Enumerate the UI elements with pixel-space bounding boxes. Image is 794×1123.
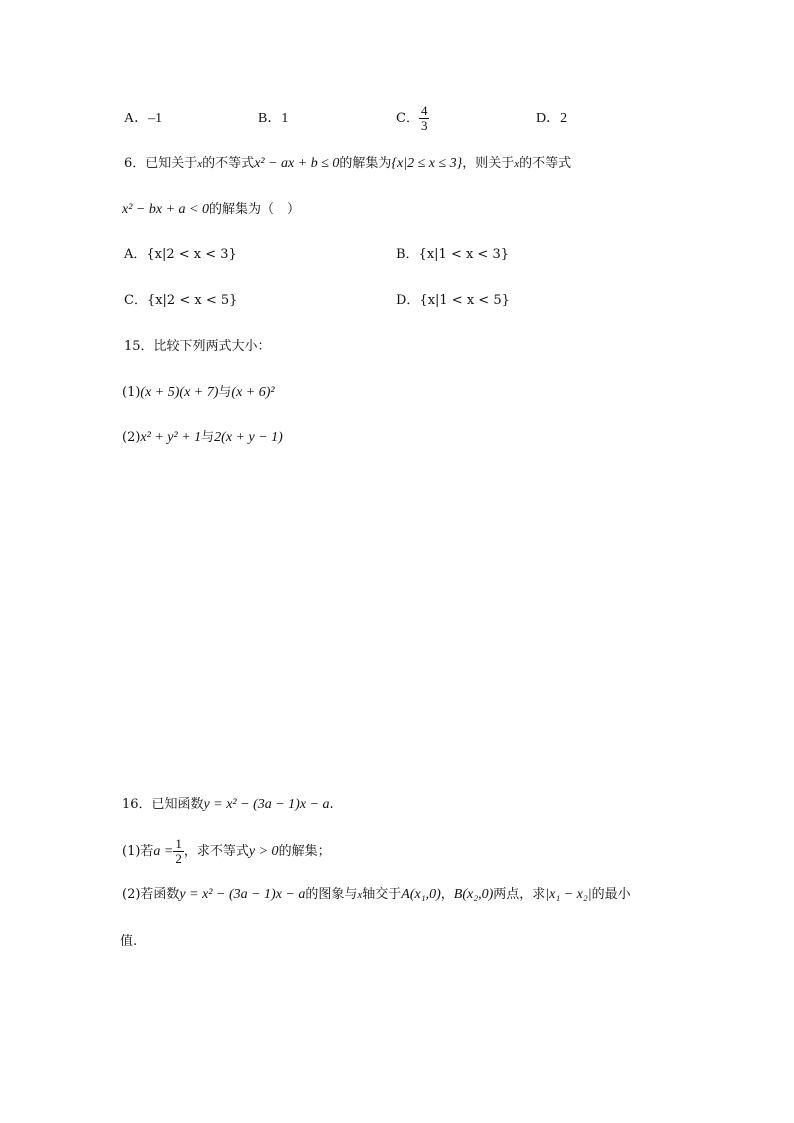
q16-part2-point-a: A(x₁,0) — [401, 887, 441, 902]
q6-text-then: ，则关于 — [462, 156, 515, 171]
q5-option-b-text: B．1 — [258, 111, 289, 126]
q6-option-d-text: D．{x|1 < x < 5} — [396, 293, 510, 308]
q16-part2-abs: |x₁ − x₂| — [545, 887, 592, 902]
q6-stem-line1 — [124, 154, 571, 174]
q5-option-c — [396, 100, 429, 138]
q16-title — [122, 795, 334, 815]
q6-var-x: x — [197, 158, 203, 170]
q15-part1 — [122, 383, 275, 403]
q15-part2 — [122, 428, 283, 448]
q5-option-c-num: 4 — [420, 103, 428, 118]
q16-part1-fraction — [173, 837, 184, 866]
q5-option-c-fraction — [419, 104, 430, 133]
q6-option-c — [124, 291, 237, 311]
q15-part1-yu: 与 — [218, 385, 232, 400]
q5-option-c-label: C． — [396, 111, 419, 126]
q15-part2-yu: 与 — [201, 430, 215, 445]
q6-inequality-2: x² − bx + a < 0 — [122, 202, 209, 217]
q16-part2-mid1: 的图象与 — [305, 887, 358, 902]
q6-option-a — [124, 245, 237, 265]
q6-option-b-text: B．{x|1 < x < 3} — [396, 247, 509, 262]
q5-option-a-text: A．–1 — [124, 111, 163, 126]
q15-part2-left: x² + y² + 1 — [140, 430, 202, 445]
q5-option-c-den: 3 — [420, 118, 428, 133]
q16-part1-label: (1)若 — [122, 844, 154, 859]
q6-text-jieji2: 的解集为（ ） — [208, 202, 300, 217]
q16-title-text: 16．已知函数 — [122, 797, 204, 812]
q15-title-text: 15．比较下列两式大小： — [124, 339, 271, 354]
q15-part1-label: (1) — [122, 385, 141, 400]
q6-option-a-text: A．{x|2 < x < 3} — [124, 247, 237, 262]
q5-option-d-text: D．2 — [536, 111, 568, 126]
q16-part1-mid: ，求不等式 — [183, 844, 249, 859]
q6-option-b — [396, 245, 509, 265]
q6-solution-set: {x|2 ≤ x ≤ 3} — [391, 156, 463, 171]
q16-part1 — [122, 832, 331, 872]
q16-part1-den: 2 — [175, 851, 182, 866]
q16-part2-function: y = x² − (3a − 1)x − a — [179, 887, 306, 902]
q5-option-a — [124, 109, 162, 129]
q5-option-b — [258, 109, 288, 129]
q16-part1-end: 的解集； — [278, 844, 331, 859]
q15-part1-right: (x + 6)² — [231, 385, 275, 400]
q16-part2-end: 的最小 — [591, 887, 631, 902]
q16-title-end: . — [329, 797, 334, 812]
q6-option-c-text: C．{x|2 < x < 5} — [124, 293, 238, 308]
q6-text-jieji: 的解集为 — [339, 156, 392, 171]
q6-stem-line2 — [122, 200, 300, 220]
q16-part2-x: x — [357, 889, 363, 901]
q16-part2-point-b: B(x₂,0) — [453, 887, 494, 902]
q6-text-budeng2: 的不等式 — [519, 156, 572, 171]
q16-function: y = x² − (3a − 1)x − a — [203, 797, 330, 812]
q6-option-d — [396, 291, 510, 311]
q15-part2-right: 2(x + y − 1) — [214, 430, 283, 445]
q16-part2-mid2: 轴交于 — [362, 887, 402, 902]
q16-part1-a: a = — [153, 844, 174, 859]
q6-inequality-1: x² − ax + b ≤ 0 — [254, 156, 340, 171]
q15-title — [124, 337, 271, 357]
q5-option-d — [536, 109, 567, 129]
q16-part2-label: (2)若函数 — [122, 887, 180, 902]
q16-part1-num: 1 — [175, 836, 182, 851]
q16-part2-comma: ， — [440, 887, 454, 902]
q15-part1-left: (x + 5)(x + 7) — [140, 385, 219, 400]
q16-part2-cont-text: 值. — [120, 934, 138, 949]
q16-part2-mid3: 两点，求 — [493, 887, 546, 902]
q16-part1-inequality: y > 0 — [248, 844, 279, 859]
q16-part2-continued — [120, 932, 137, 952]
q15-part2-label: (2) — [122, 430, 141, 445]
q6-var-x2: x — [514, 158, 520, 170]
q6-intro: 6．已知关于 — [124, 156, 198, 171]
q16-part2 — [122, 885, 631, 905]
q6-text-budeng: 的不等式 — [202, 156, 255, 171]
